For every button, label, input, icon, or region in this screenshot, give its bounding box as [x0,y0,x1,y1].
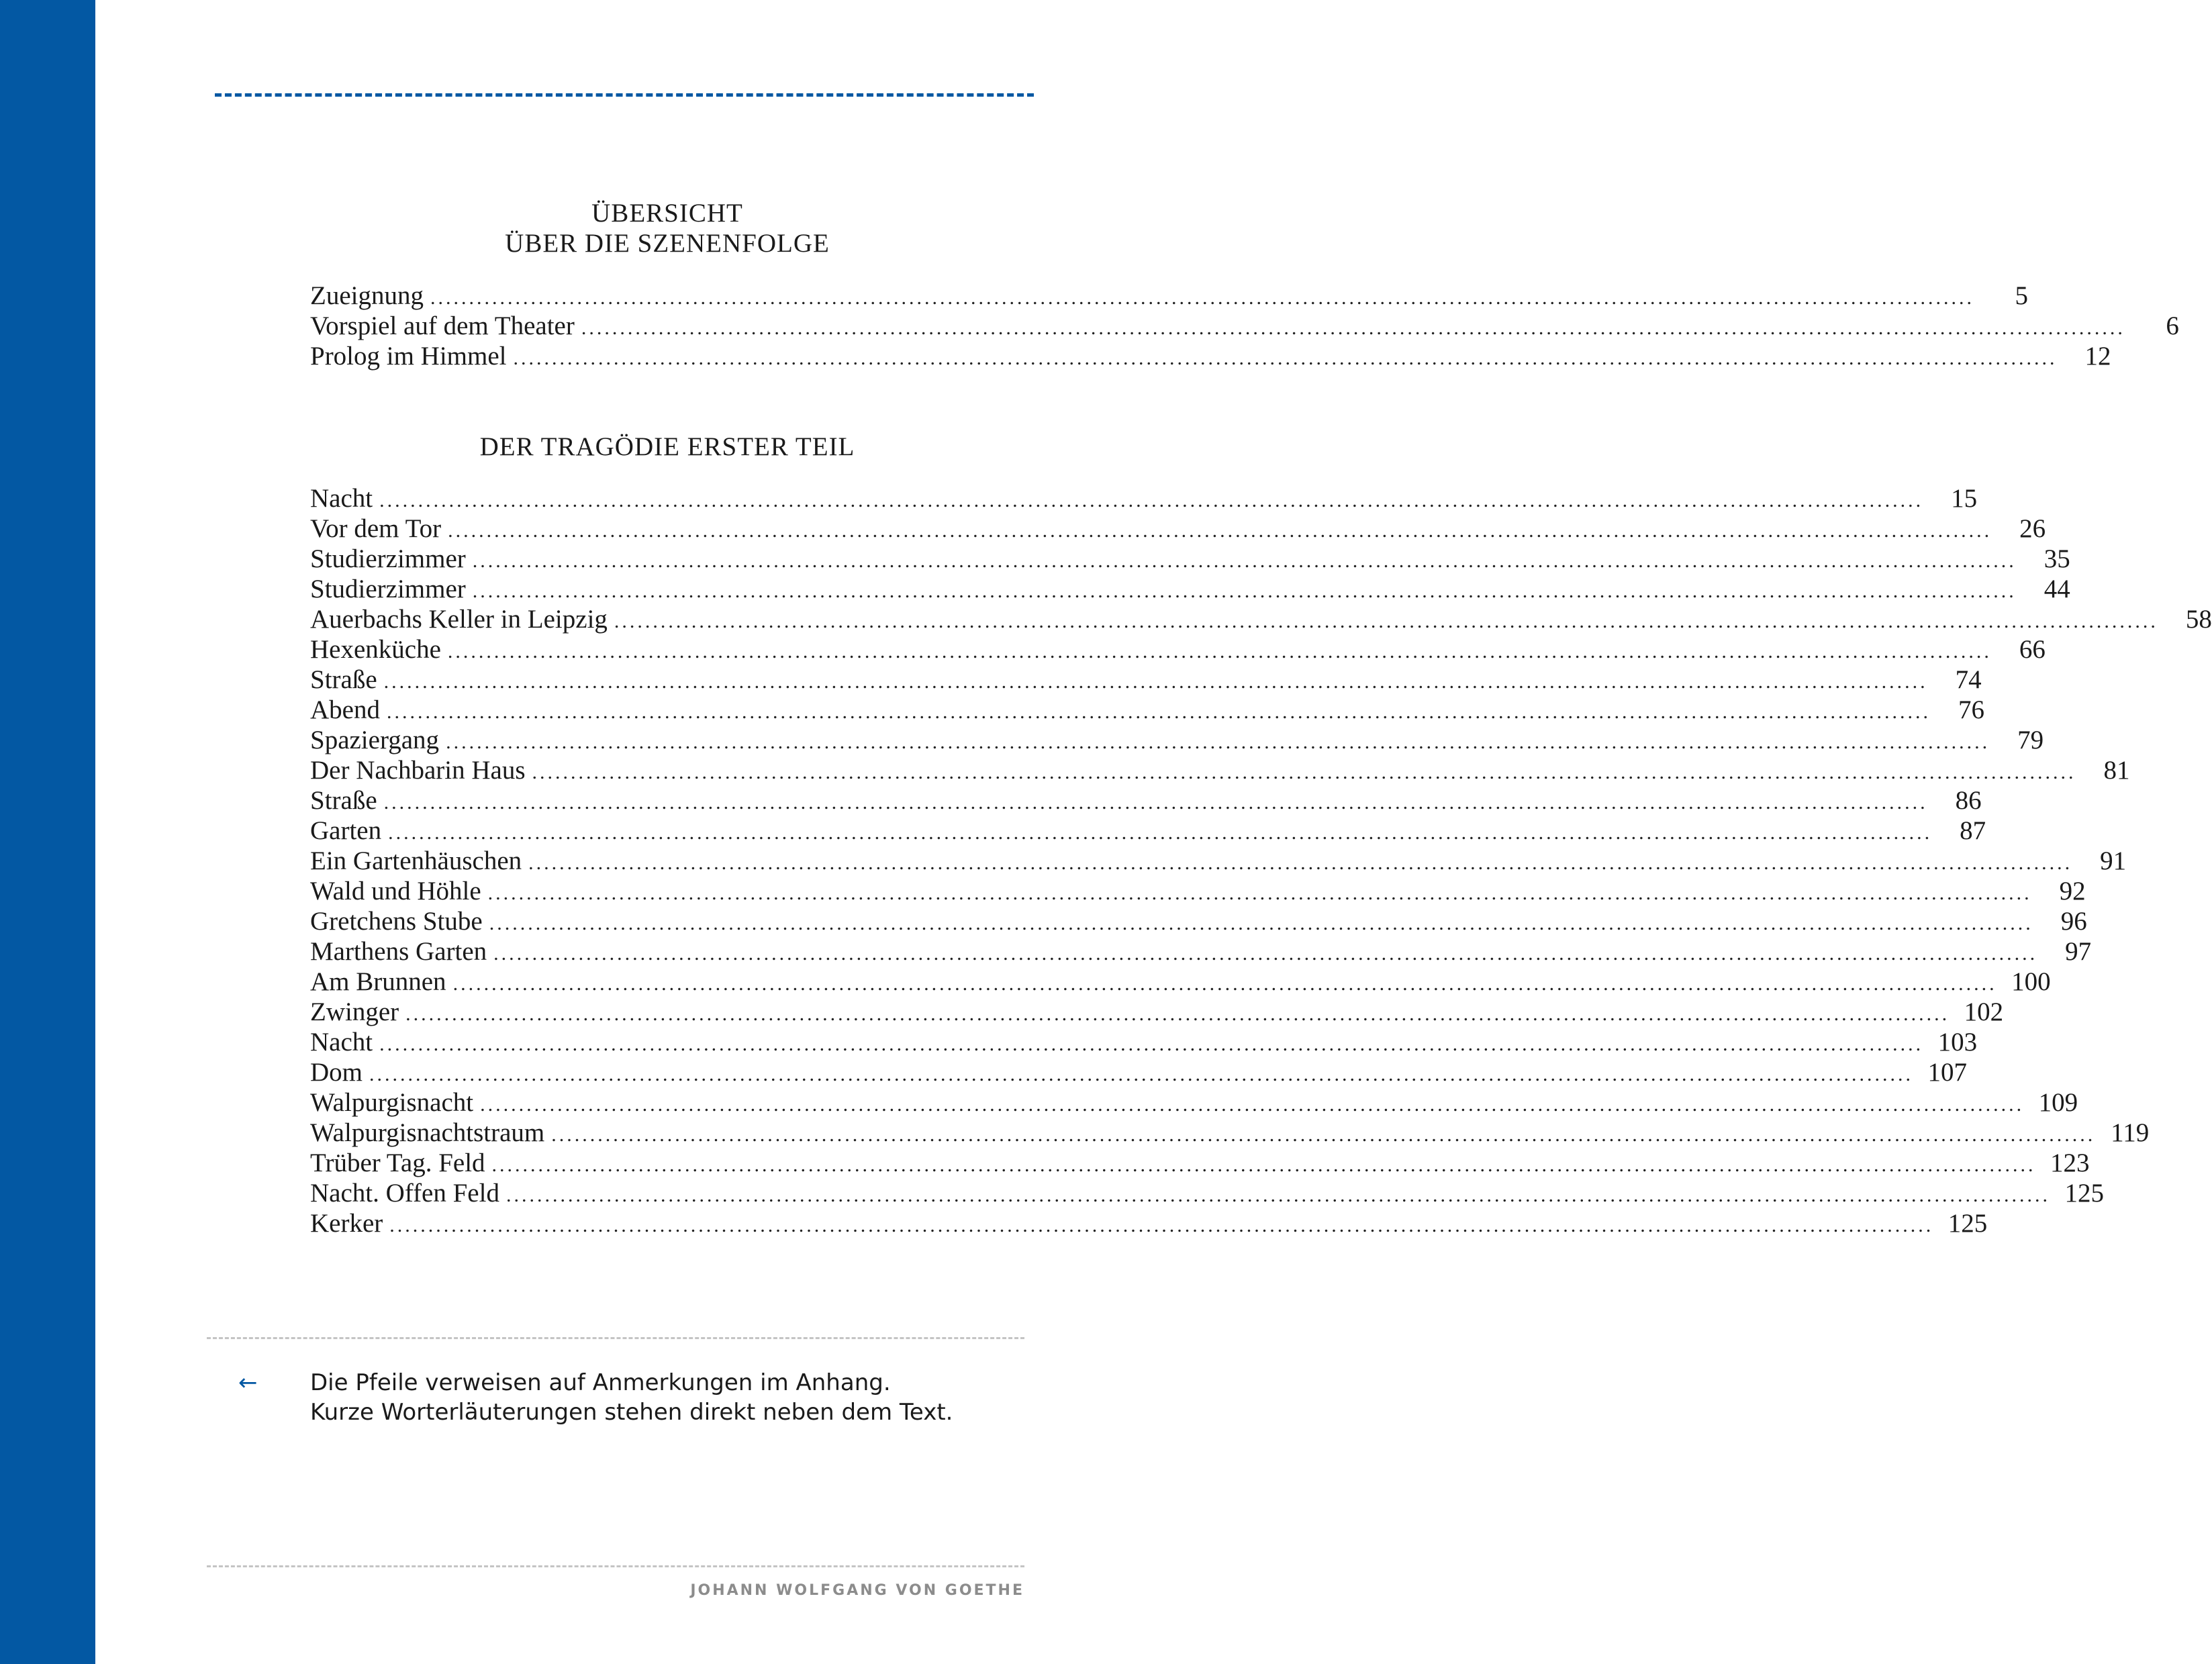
toc-entry-page: 81 [2103,756,2130,785]
toc-entry-page: 87 [1960,816,1986,845]
toc-entry-title: Nacht [310,484,373,513]
toc-entry-page: 92 [2059,877,2086,906]
toc-entry-title: Abend [310,695,380,724]
toc-entry [310,1087,2078,1118]
toc-entry-title: Der Nachbarin Haus [310,756,526,785]
footer-author: JOHANN WOLFGANG VON GOETHE [690,1582,1024,1599]
toc-entry-title: Walpurgisnachtstraum [310,1118,545,1147]
toc-entry-title: Straße [310,665,377,694]
side-color-bar [0,0,95,1664]
toc-entry-title: Zwinger [310,997,399,1026]
toc-dot-leader: ........................................................................................................................................................................................................ [386,701,1931,723]
toc-entry [310,513,2046,544]
toc-dot-leader: ........................................................................................................................................................................................................ [383,671,1928,693]
part-heading: DER TRAGÖDIE ERSTER TEIL [479,432,855,461]
toc-dot-leader: ........................................................................................................................................................................................................ [430,287,1974,309]
toc-entry [310,281,2028,311]
left-arrow-icon: ← [238,1369,258,1396]
toc-entry [310,906,2087,936]
toc-entry-page: 79 [2017,726,2044,754]
toc-entry-page: 26 [2019,514,2046,543]
note-line-1: Die Pfeile verweisen auf Anmerkungen im Anhang. [310,1369,891,1396]
toc-dot-leader: ........................................................................................................................................................................................................ [452,973,1997,995]
toc-entry-title: Nacht [310,1028,373,1057]
toc-dot-leader: ........................................................................................................................................................................................................ [383,791,1928,814]
toc-entry [310,311,2179,341]
intro-toc-list [310,281,2179,371]
toc-entry [310,816,1986,846]
toc-entry-page: 100 [2011,967,2051,996]
note-top-rule [207,1337,1024,1339]
toc-dot-leader: ........................................................................................................................................................................................................ [551,1124,2096,1146]
toc-entry [310,846,2127,876]
toc-entry-title: Nacht. Offen Feld [310,1179,499,1208]
toc-entry [310,483,1978,513]
top-dashed-rule [215,93,1034,97]
toc-entry-page: 103 [1937,1028,1978,1057]
toc-entry-page: 102 [1964,997,2004,1026]
toc-entry [310,785,1982,816]
toc-entry-page: 66 [2019,635,2046,664]
toc-entry-page: 109 [2038,1088,2078,1117]
note-line-2: Kurze Worterläuterungen stehen direkt neben dem Text. [310,1399,953,1426]
toc-entry-page: 96 [2060,907,2087,936]
toc-entry-page: 125 [2064,1179,2104,1208]
toc-dot-leader: ........................................................................................................................................................................................................ [489,912,2033,934]
toc-entry-title: Studierzimmer [310,544,466,573]
toc-entry [310,1057,1967,1087]
toc-dot-leader: ........................................................................................................................................................................................................ [448,520,1992,542]
toc-dot-leader: ........................................................................................................................................................................................................ [446,731,1990,753]
toc-entry [310,665,1982,695]
toc-entry [310,634,2046,665]
toc-heading-line1: ÜBERSICHT [591,199,743,228]
toc-dot-leader: ........................................................................................................................................................................................................ [614,610,2158,632]
toc-entry [310,876,2086,906]
toc-dot-leader: ........................................................................................................................................................................................................ [472,580,2017,602]
toc-entry-page: 107 [1927,1058,1967,1087]
footer-rule [207,1565,1024,1567]
toc-entry [310,544,2070,574]
toc-entry [310,725,2044,755]
toc-entry-page: 76 [1958,695,1984,724]
toc-dot-leader: ........................................................................................................................................................................................................ [379,489,1924,511]
toc-entry-title: Studierzimmer [310,575,466,603]
toc-entry-title: Dom [310,1058,363,1087]
toc-dot-leader: ........................................................................................................................................................................................................ [379,1033,1924,1055]
toc-entry [310,967,2051,997]
toc-dot-leader: ........................................................................................................................................................................................................ [388,822,1933,844]
toc-heading-line2: ÜBER DIE SZENENFOLGE [505,229,830,258]
arrow-note [310,1368,1028,1427]
toc-entry-title: Walpurgisnacht [310,1088,474,1117]
toc-dot-leader: ........................................................................................................................................................................................................ [480,1093,2025,1116]
toc-entry [310,1208,1988,1238]
toc-dot-leader: ........................................................................................................................................................................................................ [513,347,2058,369]
toc-entry-page: 6 [2166,311,2179,340]
toc-entry-title: Zueignung [310,281,424,310]
toc-entry-page: 97 [2065,937,2092,966]
toc-entry [310,604,2212,634]
part-toc-list [310,483,2212,1238]
toc-entry-title: Straße [310,786,377,815]
toc-entry [310,755,2130,785]
toc-entry-title: Auerbachs Keller in Leipzig [310,605,608,634]
toc-entry-title: Vor dem Tor [310,514,442,543]
toc-entry-title: Wald und Höhle [310,877,481,906]
toc-entry-page: 15 [1951,484,1978,513]
toc-entry-title: Garten [310,816,382,845]
toc-entry-page: 123 [2050,1148,2090,1177]
toc-entry [310,1178,2104,1208]
toc-entry [310,1148,2090,1178]
toc-entry-page: 35 [2043,544,2070,573]
toc-dot-leader: ........................................................................................................................................................................................................ [532,761,2076,783]
toc-dot-leader: ........................................................................................................................................................................................................ [493,942,2038,965]
toc-entry [310,695,1984,725]
toc-dot-leader: ........................................................................................................................................................................................................ [389,1214,1934,1236]
toc-dot-leader: ........................................................................................................................................................................................................ [487,882,2032,904]
toc-entry [310,1118,2150,1148]
toc-entry-title: Trüber Tag. Feld [310,1148,485,1177]
toc-entry [310,997,2004,1027]
toc-entry-title: Vorspiel auf dem Theater [310,311,575,340]
toc-entry [310,574,2070,604]
toc-entry-page: 12 [2084,342,2111,371]
toc-dot-leader: ........................................................................................................................................................................................................ [491,1154,2036,1176]
toc-entry-page: 44 [2043,575,2070,603]
toc-entry-title: Am Brunnen [310,967,446,996]
toc-entry-title: Kerker [310,1209,383,1238]
toc-entry [310,936,2092,967]
toc-entry-title: Ein Gartenhäuschen [310,846,522,875]
toc-entry [310,341,2111,371]
toc-entry-page: 125 [1947,1209,1988,1238]
toc-entry-title: Spaziergang [310,726,440,754]
toc-entry-page: 119 [2111,1118,2150,1147]
toc-dot-leader: ........................................................................................................................................................................................................ [472,550,2017,572]
toc-entry-page: 86 [1955,786,1982,815]
toc-heading [310,198,1024,258]
toc-entry-title: Prolog im Himmel [310,342,507,371]
toc-dot-leader: ........................................................................................................................................................................................................ [528,852,2073,874]
toc-entry-title: Hexenküche [310,635,441,664]
toc-entry-page: 5 [2015,281,2028,310]
toc-entry-page: 74 [1955,665,1982,694]
toc-entry-page: 91 [2100,846,2127,875]
toc-entry-title: Marthens Garten [310,937,487,966]
toc-dot-leader: ........................................................................................................................................................................................................ [506,1184,2050,1206]
toc-dot-leader: ........................................................................................................................................................................................................ [581,317,2125,339]
toc-entry-title: Gretchens Stube [310,907,483,936]
toc-entry-page: 58 [2185,605,2212,634]
toc-entry [310,1027,1978,1057]
toc-dot-leader: ........................................................................................................................................................................................................ [447,640,1992,663]
toc-dot-leader: ........................................................................................................................................................................................................ [405,1003,1950,1025]
toc-dot-leader: ........................................................................................................................................................................................................ [369,1063,1913,1085]
